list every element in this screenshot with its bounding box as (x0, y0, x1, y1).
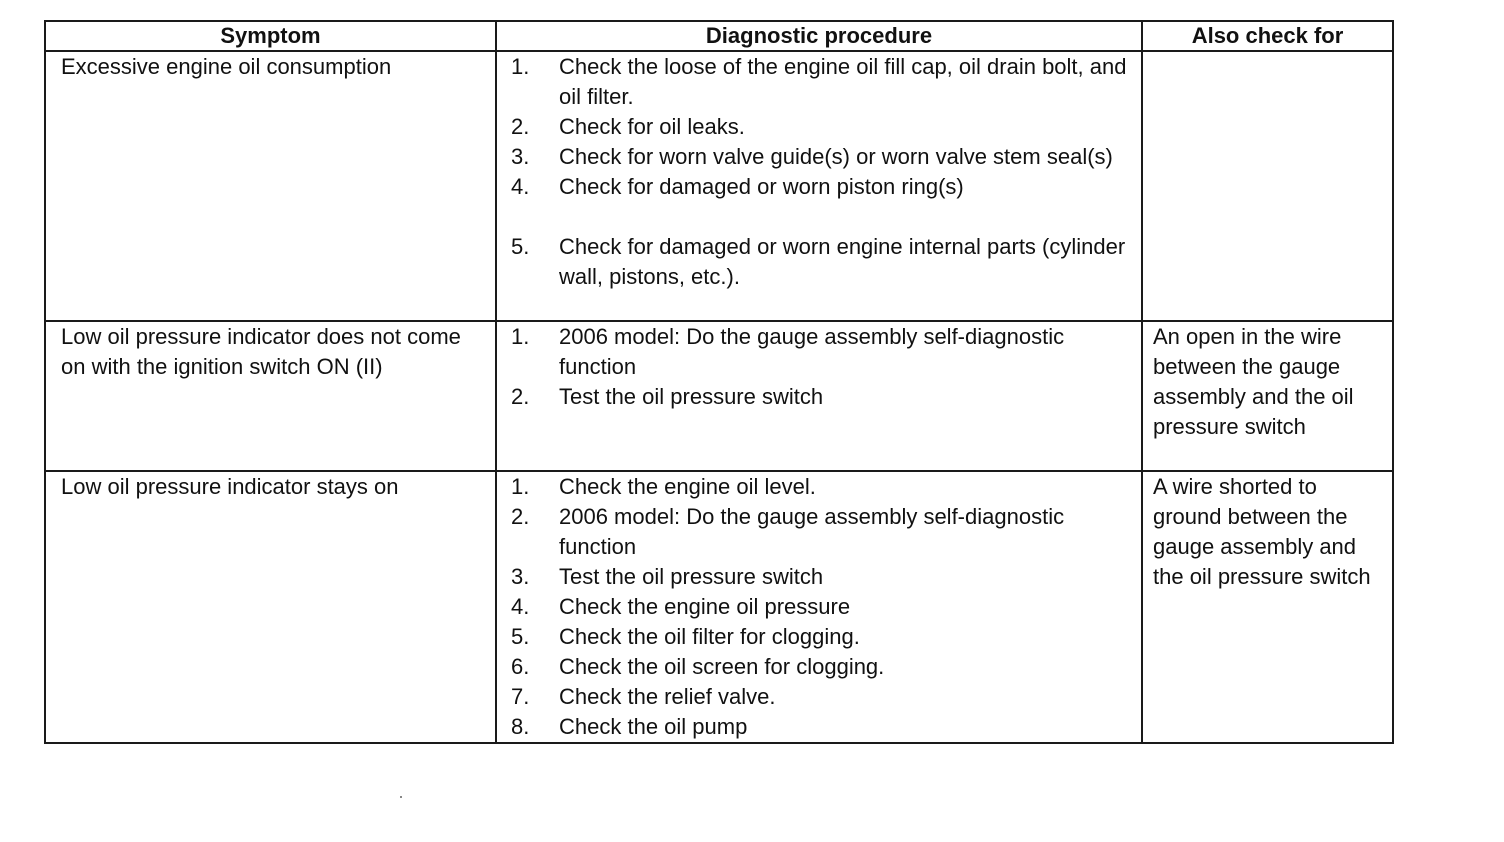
step-number: 1. (511, 324, 530, 349)
diagnostic-table (44, 20, 1394, 744)
procedure-list (511, 322, 1131, 412)
procedure-step (511, 592, 1131, 622)
step-text: Check the oil pump (559, 714, 748, 739)
procedure-step (511, 472, 1131, 502)
step-number: 8. (511, 714, 530, 739)
also-check-cell: A wire shorted to ground between the gauge assembly and the oil pressure switch (1142, 471, 1393, 743)
step-text: Check for damaged or worn piston ring(s) (559, 174, 964, 199)
step-text: Check the oil filter for clogging. (559, 624, 860, 649)
step-text: 2006 model: Do the gauge assembly self-diagnostic function (559, 504, 1065, 559)
table-row (45, 471, 1393, 743)
procedure-step (511, 52, 1131, 112)
step-text: Check the oil screen for clogging. (559, 654, 885, 679)
step-text: Test the oil pressure switch (559, 384, 824, 409)
procedure-step (511, 172, 1131, 202)
header-also-check: Also check for (1142, 21, 1393, 51)
step-number: 4. (511, 174, 530, 199)
step-number: 1. (511, 54, 530, 79)
procedure-step (511, 682, 1131, 712)
scan-speck (400, 796, 402, 798)
procedure-step (511, 322, 1131, 382)
step-number: 6. (511, 654, 530, 679)
step-number: 7. (511, 684, 530, 709)
step-number: 5. (511, 234, 530, 259)
procedure-step (511, 652, 1131, 682)
procedure-step (511, 382, 1131, 412)
also-check-cell (1142, 51, 1393, 321)
step-text: Check the loose of the engine oil fill cap, oil drain bolt, and oil filter. (559, 54, 1127, 109)
symptom-cell: Excessive engine oil consumption (45, 51, 496, 321)
procedure-step (511, 712, 1131, 742)
step-number: 1. (511, 474, 530, 499)
step-number: 3. (511, 564, 530, 589)
header-procedure: Diagnostic procedure (496, 21, 1142, 51)
procedure-step (511, 232, 1131, 292)
procedure-step (511, 112, 1131, 142)
procedure-list (511, 472, 1131, 742)
step-number: 2. (511, 384, 530, 409)
also-check-cell: An open in the wire between the gauge assembly and the oil pressure switch (1142, 321, 1393, 471)
table-row (45, 51, 1393, 321)
step-text: Check the engine oil level. (559, 474, 816, 499)
step-number: 4. (511, 594, 530, 619)
procedure-cell (496, 321, 1142, 471)
header-row (45, 21, 1393, 51)
procedure-cell (496, 51, 1142, 321)
symptom-cell: Low oil pressure indicator does not come on with the ignition switch ON (II) (45, 321, 496, 471)
symptom-cell: Low oil pressure indicator stays on (45, 471, 496, 743)
procedure-step (511, 142, 1131, 172)
step-text: Check the relief valve. (559, 684, 776, 709)
procedure-step (511, 502, 1131, 562)
procedure-step (511, 562, 1131, 592)
step-text: Test the oil pressure switch (559, 564, 824, 589)
table-row (45, 321, 1393, 471)
step-number: 3. (511, 144, 530, 169)
step-number: 2. (511, 504, 530, 529)
procedure-list (511, 52, 1131, 292)
procedure-cell (496, 471, 1142, 743)
step-text: Check for damaged or worn engine internal parts (cylinder wall, pistons, etc.). (559, 234, 1126, 289)
header-symptom: Symptom (45, 21, 496, 51)
step-text: Check for oil leaks. (559, 114, 745, 139)
step-number: 2. (511, 114, 530, 139)
step-text: Check the engine oil pressure (559, 594, 851, 619)
step-text: 2006 model: Do the gauge assembly self-diagnostic function (559, 324, 1065, 379)
procedure-step (511, 622, 1131, 652)
step-text: Check for worn valve guide(s) or worn valve stem seal(s) (559, 144, 1113, 169)
step-number: 5. (511, 624, 530, 649)
